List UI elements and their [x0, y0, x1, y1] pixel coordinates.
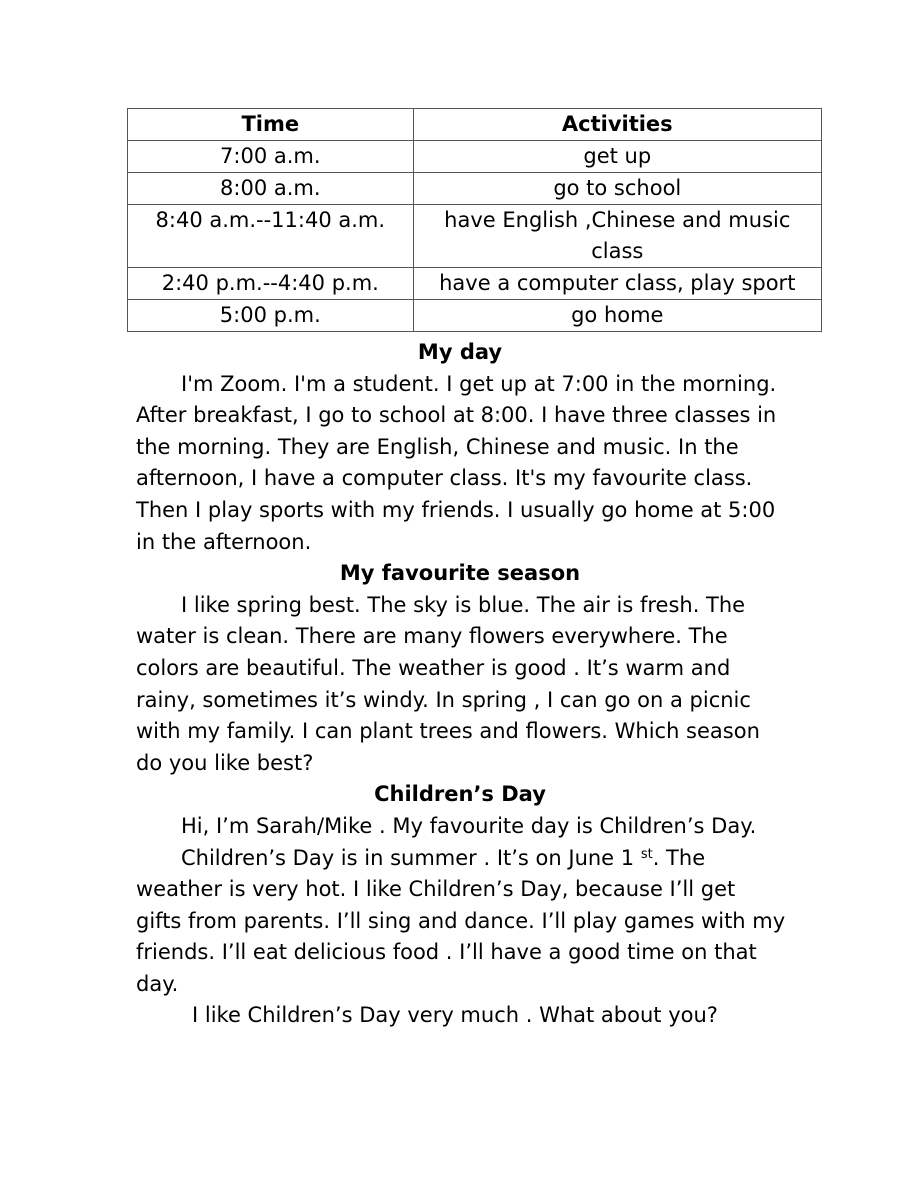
table-row	[128, 205, 822, 268]
time-cell: 7:00 a.m.	[128, 141, 414, 173]
table-row	[128, 173, 822, 205]
my-day-title: My day	[417, 340, 503, 364]
childrens-day-intro: Hi, I’m Sarah/Mike . My favourite day is Children’s Day.	[181, 813, 757, 838]
childrens-day-paragraph	[136, 843, 786, 1001]
table-row	[128, 141, 822, 173]
childrens-day-title: Children’s Day	[374, 782, 546, 807]
table-row	[128, 300, 822, 332]
schedule-table	[127, 108, 822, 332]
essay-content	[136, 337, 786, 1032]
childrens-day-closing: I like Children’s Day very much . What about you?	[192, 1003, 718, 1028]
time-cell: 8:40 a.m.--11:40 a.m.	[128, 205, 414, 268]
activity-cell: go home	[413, 300, 821, 332]
childrens-day-body-end: . The weather is very hot. I like Children’s Day, because I’ll get gifts from parents. I’ll sing and dance. I’ll play games with my friends. I’ll eat delicious food . I’ll have a good time on that day.	[136, 845, 786, 996]
ordinal-suffix: st	[640, 846, 653, 862]
my-day-paragraph: I'm Zoom. I'm a student. I get up at 7:00 in the morning. After breakfast, I go to school at 8:00. I have three classes in the morning. They are English, Chinese and music. In the afternoon, I have a computer class. It's my favourite class. Then I play sports with my friends. I usually go home at 5:00 in the afternoon.	[136, 371, 777, 554]
activity-cell: have English ,Chinese and music class	[413, 205, 821, 268]
table-header-row	[128, 109, 822, 141]
table-row	[128, 268, 822, 300]
time-cell: 2:40 p.m.--4:40 p.m.	[128, 268, 414, 300]
activity-cell: get up	[413, 141, 821, 173]
activity-cell: have a computer class, play sport	[413, 268, 821, 300]
time-cell: 8:00 a.m.	[128, 173, 414, 205]
childrens-day-body-start: Children’s Day is in summer . It’s on June 1	[181, 845, 635, 870]
favourite-season-paragraph: I like spring best. The sky is blue. The air is fresh. The water is clean. There are many flowers everywhere. The colors are beautiful. The weather is good . It’s warm and rainy, sometimes it’s windy. In spring , I can go on a picnic with my family. I can plant trees and flowers. Which season do you like best?	[136, 592, 760, 775]
activity-cell: go to school	[413, 173, 821, 205]
favourite-season-title: My favourite season	[339, 561, 581, 586]
time-cell: 5:00 p.m.	[128, 300, 414, 332]
header-time: Time	[128, 109, 414, 141]
header-activities: Activities	[413, 109, 821, 141]
